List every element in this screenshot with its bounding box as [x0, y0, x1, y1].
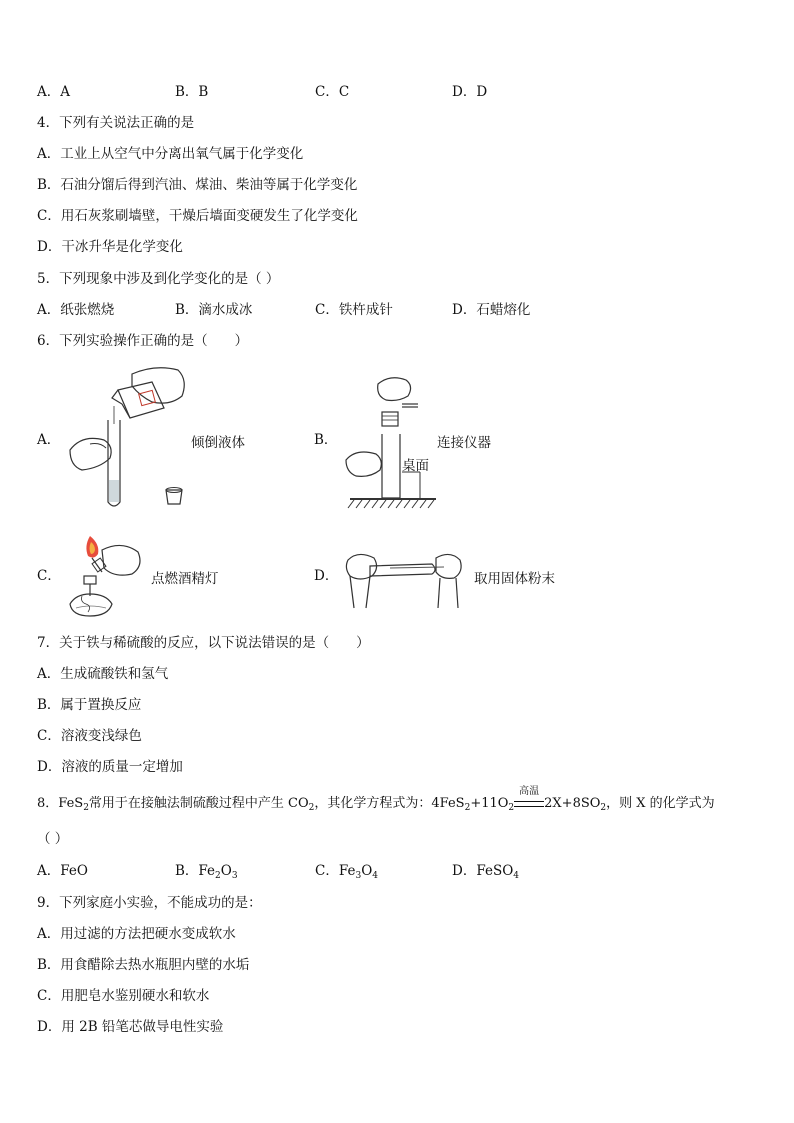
q8-option-c: C．$Fe_3O_4$ [315, 863, 378, 881]
q8-stem-line2: （ ） [37, 831, 69, 847]
q6-label-c: C． [37, 568, 61, 584]
q7-option-c: C．溶液变浅绿色 [37, 728, 142, 744]
q5-option-d: D．石蜡熔化 [452, 302, 531, 318]
q6-caption-b: 连接仪器 [437, 435, 491, 451]
q5-stem: 5．下列现象中涉及到化学变化的是（ ） [37, 271, 280, 287]
q9-stem: 9．下列家庭小实验，不能成功的是： [37, 895, 262, 911]
q6-caption-c: 点燃酒精灯 [151, 571, 219, 587]
q9-option-d: D．用 2B 铅笔芯做导电性实验 [37, 1019, 224, 1035]
q5-option-a: A．纸张燃烧 [37, 302, 115, 318]
q5-option-c: C．铁杵成针 [315, 302, 393, 318]
q9-option-b: B．用食醋除去热水瓶胆内壁的水垢 [37, 957, 250, 973]
q6-label-a: A． [37, 432, 61, 448]
solid-powder-figure [340, 546, 465, 612]
q4-option-a: A．工业上从空气中分离出氧气属于化学变化 [37, 146, 304, 162]
q4-option-d: D．干冰升华是化学变化 [37, 239, 183, 255]
q3-option-d: D．D [452, 84, 488, 100]
q7-option-d: D．溶液的质量一定增加 [37, 759, 183, 775]
reaction-condition-arrow: 高温 [514, 795, 544, 813]
alcohol-lamp-figure [62, 532, 152, 622]
q4-option-b: B．石油分馏后得到汽油、煤油、柴油等属于化学变化 [37, 177, 358, 193]
q6-caption-a: 倾倒液体 [191, 435, 245, 451]
q7-option-a: A．生成硫酸铁和氢气 [37, 666, 169, 682]
q3-option-b: B．B [175, 84, 209, 100]
connecting-apparatus-figure [340, 372, 440, 512]
q7-stem: 7．关于铁与稀硫酸的反应，以下说法错误的是（ ） [37, 635, 370, 651]
q6-caption-d: 取用固体粉末 [474, 571, 555, 587]
pouring-liquid-figure [60, 362, 190, 514]
q7-option-b: B．属于置换反应 [37, 697, 142, 713]
q3-option-c: C．C [315, 84, 350, 100]
q4-option-c: C．用石灰浆刷墙壁，干燥后墙面变硬发生了化学变化 [37, 208, 358, 224]
q8-stem: 8．FeS$_2$常用于在接触法制硫酸过程中产生 $CO_2$，其化学方程式为：$4FeS_2+11O_2$ 高温 $2X+8SO_2$，则 X 的化学式为 [37, 786, 715, 813]
q6-label-d: D． [314, 568, 339, 584]
q6-desk-label: 桌面 [402, 458, 429, 474]
q6-label-b: B． [314, 432, 338, 448]
q6-stem: 6．下列实验操作正确的是（ ） [37, 333, 249, 349]
q9-option-c: C．用肥皂水鉴别硬水和软水 [37, 988, 210, 1004]
q5-option-b: B．滴水成冰 [175, 302, 253, 318]
q4-stem: 4．下列有关说法正确的是 [37, 115, 195, 131]
q8-option-d: D．FeSO$_4$ [452, 863, 519, 881]
q3-option-a: A．A [37, 84, 70, 100]
q8-option-a: A．FeO [37, 863, 88, 879]
q9-option-a: A．用过滤的方法把硬水变成软水 [37, 926, 236, 942]
q8-option-b: B．$Fe_2O_3$ [175, 863, 238, 881]
